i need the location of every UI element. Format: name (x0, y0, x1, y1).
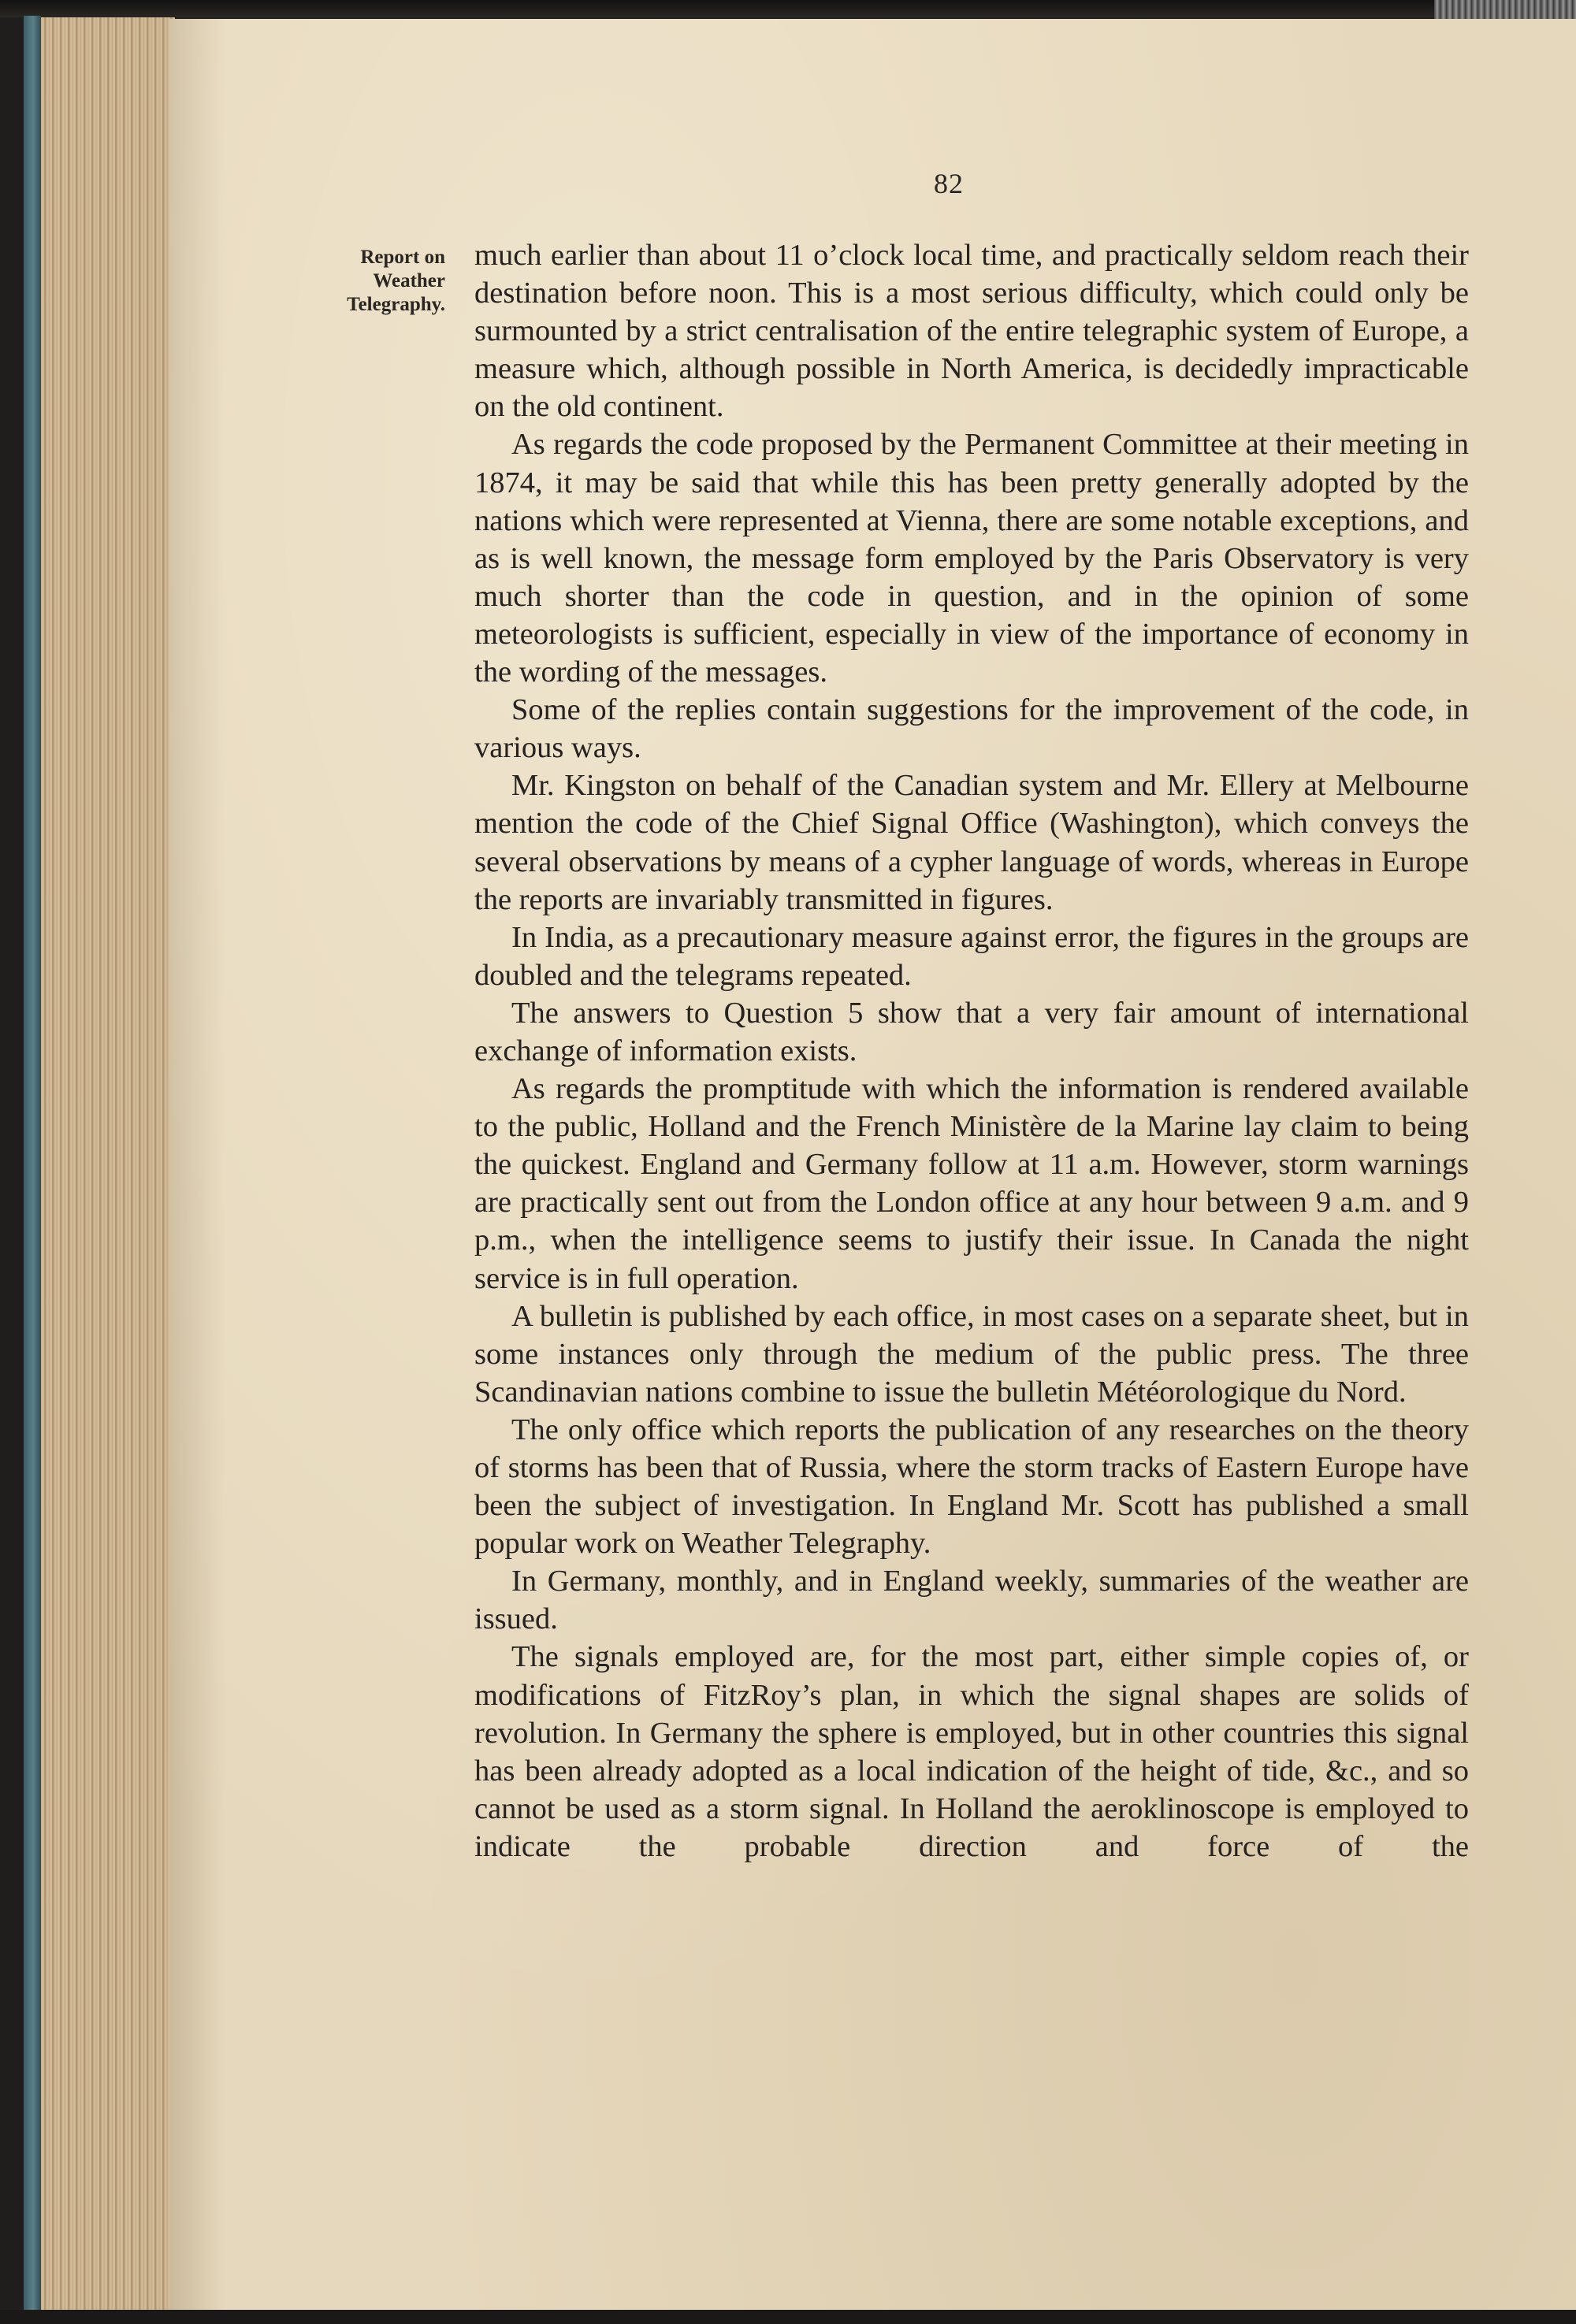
marginal-note-line: Telegraphy. (347, 294, 445, 315)
marginal-note-line: Report on (360, 247, 445, 268)
page-number: 82 (934, 168, 964, 199)
corner-tab (1434, 0, 1576, 19)
body-text (474, 236, 1469, 1866)
paragraph: Mr. Kingston on behalf of the Canadian system and Mr. Ellery at Melbourne mention the code of the Chief Signal Office (Washington), which conveys the several observations by means of a cypher language of words, whereas in Europe the reports are invariably transmitted in figures. (474, 769, 1469, 916)
top-shadow (0, 0, 1576, 17)
paragraph: The answers to Question 5 show that a very fair amount of international exchange of information exists. (474, 996, 1469, 1067)
paragraph: As regards the code proposed by the Permanent Committee at their meeting in 1874, it may be said that while this has been pretty generally adopted by the nations which were represented at Vienna, there are some notable exceptions, and as is well known, the message form employed by the Paris Observatory is very much shorter than the code in question, and in the opinion of some meteorologists is sufficient, especially in view of the importance of economy in the wording of the messages. (474, 428, 1469, 689)
paragraph: The only office which reports the publication of any researches on the theory of storms has been that of Russia, where the storm tracks of Eastern Europe have been the subject of investigation. In England Mr. Scott has published a small popular work on Weather Telegraphy. (474, 1413, 1469, 1561)
paragraph: As regards the promptitude with which the information is rendered available to the public, Holland and the French Ministère de la Marine lay claim to being the quickest. England and Germany follow at 11 a.m. However, storm warnings are practically sent out from the London office at any hour between 9 a.m. and 9 p.m., when the intelligence seems to justify their issue. In Canada the night service is in full operation. (474, 1072, 1469, 1295)
paragraph: The signals employed are, for the most part, either simple copies of, or modifications of FitzRoy’s plan, in which the signal shapes are solids of revolution. In Germany the sphere is employed, but in other countries this signal has been already adopted as a local indication of the height of tide, &c., and so cannot be used as a storm signal. In Holland the aeroklinoscope is employed to indicate the probable direction and force of the (474, 1640, 1469, 1863)
paragraph: Some of the replies contain suggestions for the improvement of the code, in various ways. (474, 693, 1469, 765)
paragraph: In Germany, monthly, and in England weekly, summaries of the weather are issued. (474, 1565, 1469, 1636)
page-edges (41, 17, 175, 2314)
bottom-shadow (0, 2310, 1576, 2324)
marginal-note (296, 246, 445, 317)
paragraph: much earlier than about 11 o’clock local time, and practically seldom reach their destination before noon. This is a most serious difficulty, which could only be surmounted by a strict centralisation of the entire telegraphic system of Europe, a measure which, although possible in North America, is decidedly impracticable on the old continent. (474, 239, 1469, 424)
book-spine (24, 16, 41, 2316)
paragraph: A bulletin is published by each office, in most cases on a separate sheet, but in some instances only through the medium of the public press. The three Scandinavian nations combine to issue the bulletin Météorologique du Nord. (474, 1299, 1469, 1409)
marginal-note-line: Weather (373, 270, 445, 291)
paragraph: In India, as a precautionary measure against error, the figures in the groups are doubled and the telegrams repeated. (474, 920, 1469, 992)
